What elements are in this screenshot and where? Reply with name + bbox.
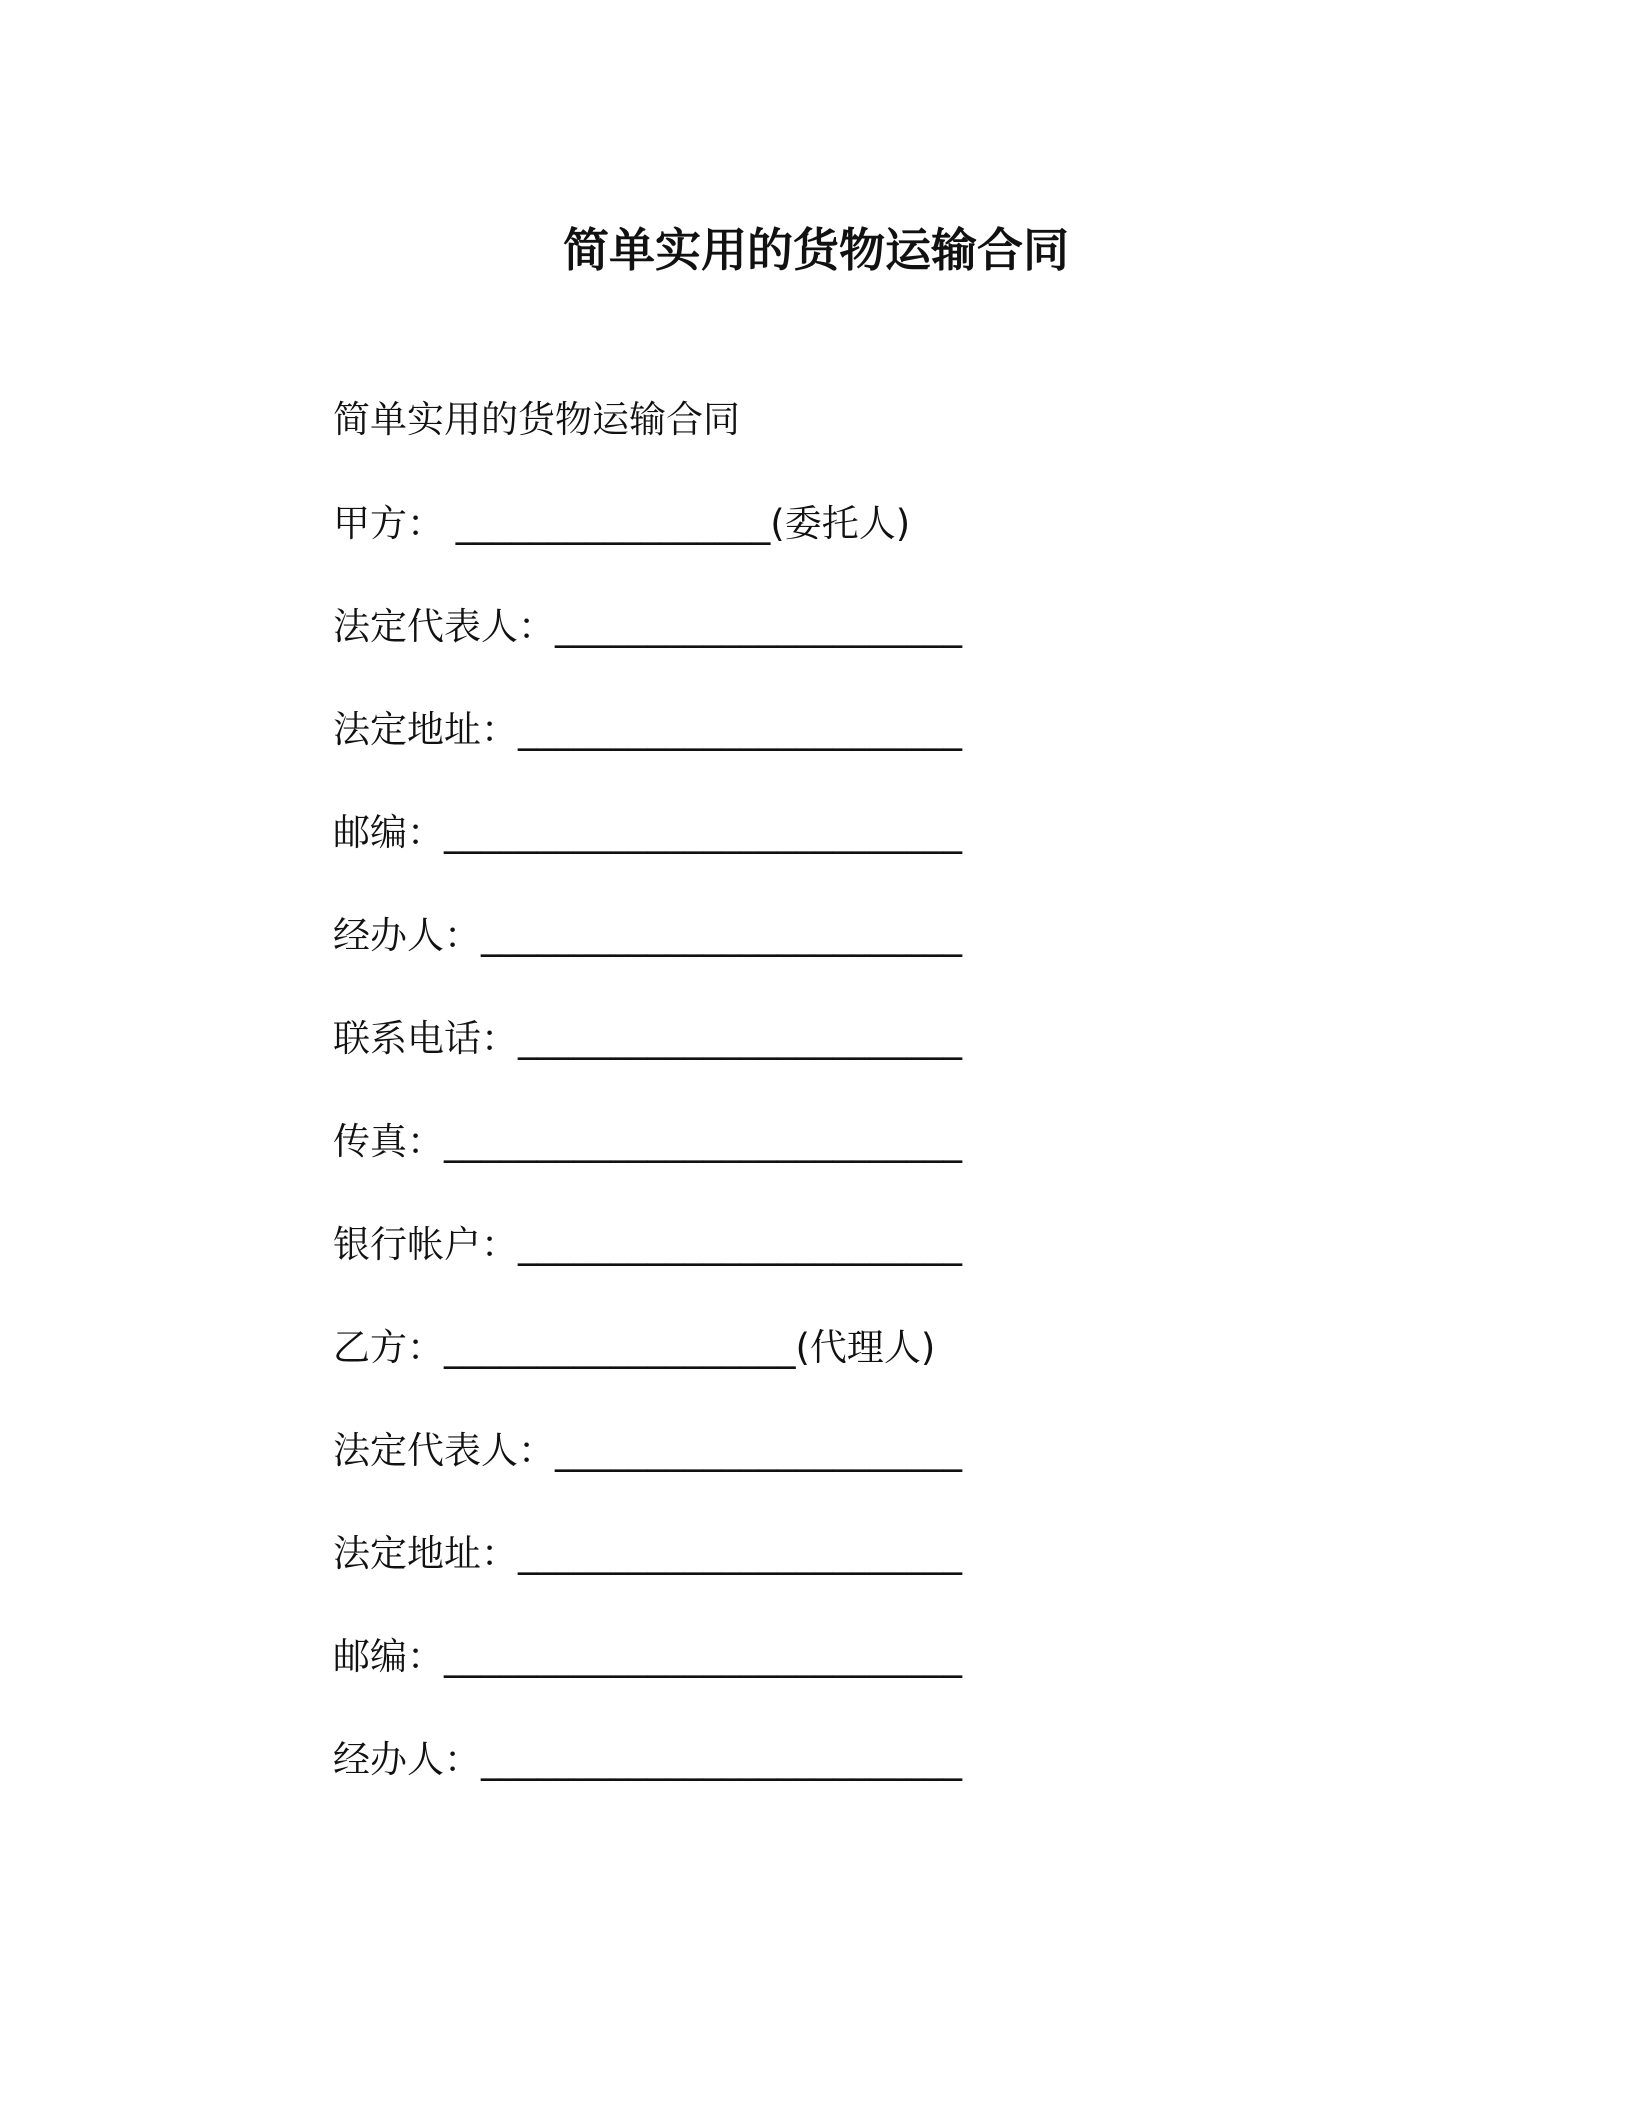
field-line-postcode-b <box>333 1633 1433 1736</box>
field-suffix: (委托人) <box>770 502 911 545</box>
field-label: 法定地址： <box>333 1532 518 1575</box>
field-line-postcode-a <box>333 809 1433 912</box>
field-label: 经办人： <box>333 914 481 957</box>
field-label: 传真： <box>333 1120 444 1163</box>
field-suffix: (代理人) <box>795 1326 936 1369</box>
field-line-bank-a <box>333 1221 1433 1324</box>
field-line-phone-a <box>333 1015 1433 1118</box>
field-line-address-b <box>333 1530 1433 1633</box>
fill-blank: ___________________ <box>444 1326 796 1369</box>
fill-blank: __________________________ <box>481 1738 962 1781</box>
fill-blank: ____________________________ <box>444 1120 962 1163</box>
document-subtitle: 简单实用的货物运输合同 <box>333 398 740 441</box>
field-label: 邮编： <box>333 811 444 854</box>
field-label: 乙方： <box>333 1326 444 1369</box>
field-label: 经办人： <box>333 1738 481 1781</box>
field-line-handler-a <box>333 912 1433 1015</box>
field-label: 银行帐户： <box>333 1223 518 1266</box>
fill-blank: ____________________________ <box>444 811 962 854</box>
field-line-handler-b <box>333 1736 1433 1839</box>
fill-blank: ________________________ <box>518 1532 962 1575</box>
fill-blank: ______________________ <box>555 1429 962 1472</box>
fill-blank: __________________________ <box>481 914 962 957</box>
contract-fields <box>333 500 1433 1839</box>
field-label: 法定地址： <box>333 708 518 751</box>
document-title: 简单实用的货物运输合同 <box>563 223 1069 277</box>
fill-blank: ________________________ <box>518 1223 962 1266</box>
fill-blank: ________________________ <box>518 708 962 751</box>
field-line-fax-a <box>333 1118 1433 1221</box>
fill-blank: _________________ <box>444 502 771 545</box>
fill-blank: ______________________ <box>555 605 962 648</box>
field-label: 联系电话： <box>333 1017 518 1060</box>
field-line-address-a <box>333 706 1433 809</box>
field-line-legal-rep-b <box>333 1427 1433 1530</box>
field-label: 法定代表人： <box>333 1429 555 1472</box>
field-line-party-a <box>333 500 1433 603</box>
field-label: 甲方： <box>333 502 444 545</box>
field-label: 邮编： <box>333 1635 444 1678</box>
fill-blank: ____________________________ <box>444 1635 962 1678</box>
field-line-party-b <box>333 1324 1433 1427</box>
fill-blank: ________________________ <box>518 1017 962 1060</box>
field-label: 法定代表人： <box>333 605 555 648</box>
field-line-legal-rep-a <box>333 603 1433 706</box>
